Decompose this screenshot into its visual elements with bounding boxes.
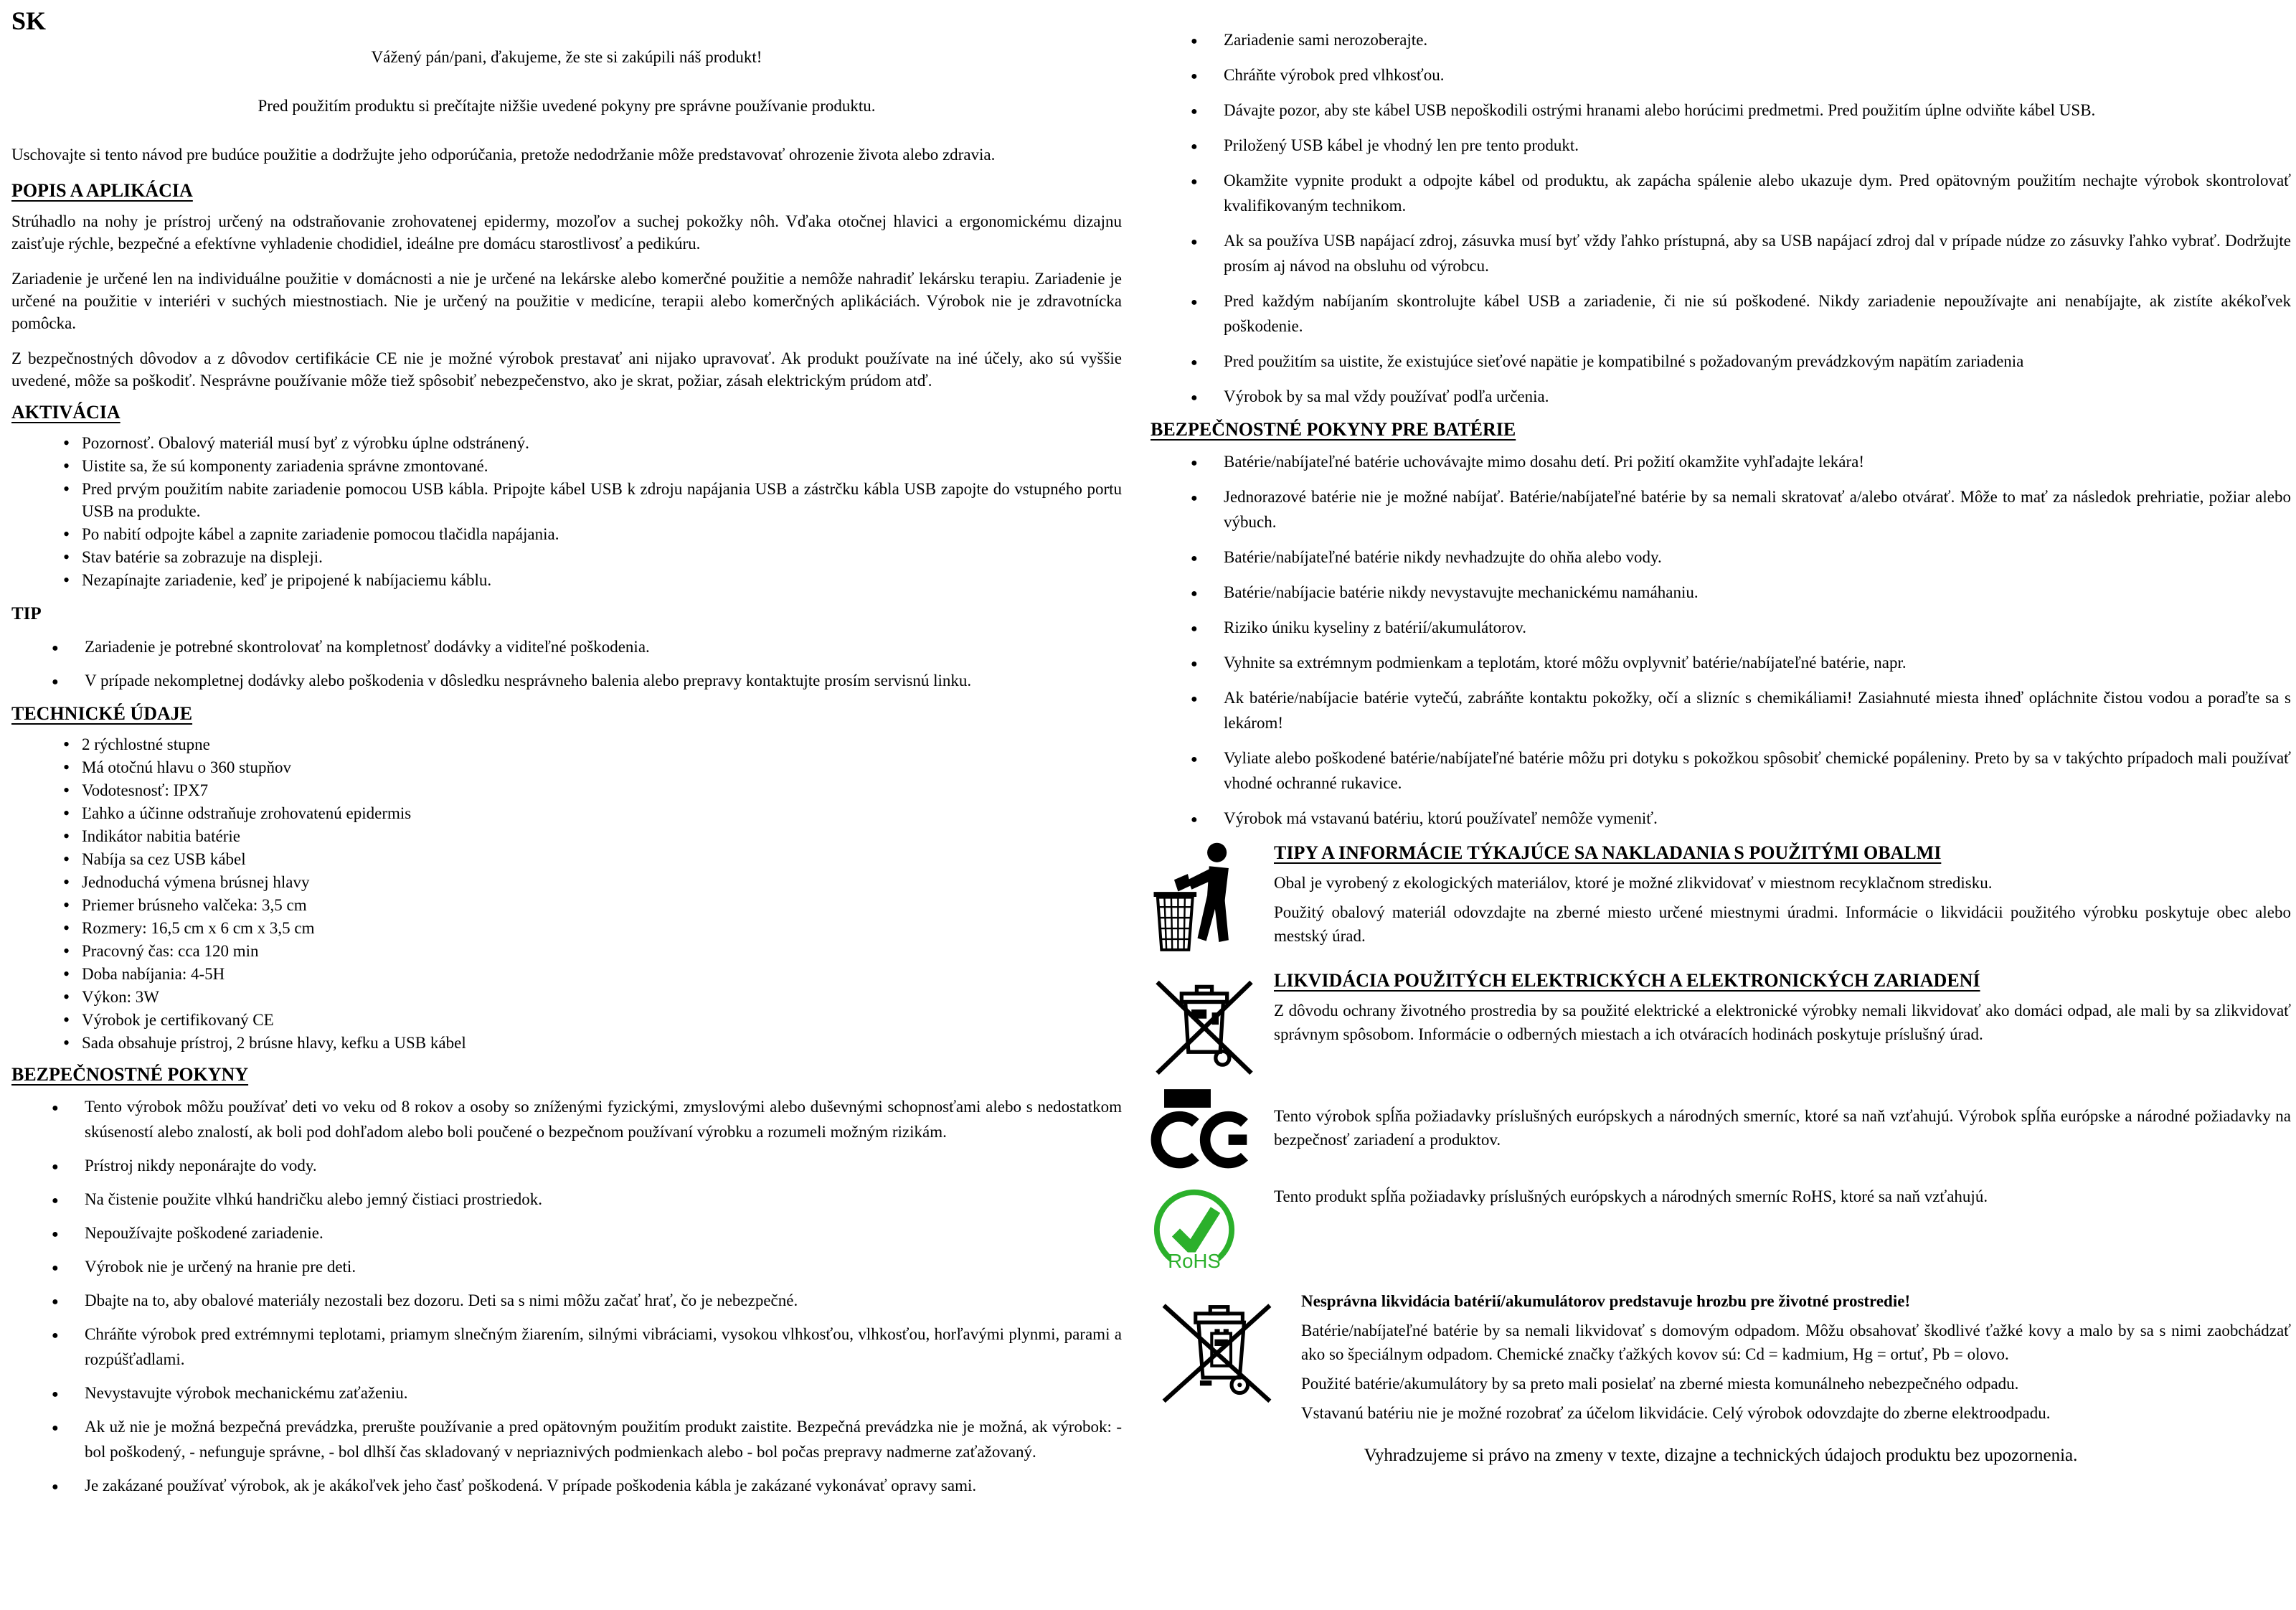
activation-list [11, 432, 1122, 591]
battery-disposal-block [1151, 1289, 2291, 1431]
list-item: • Priemer brúsneho valčeka: 3,5 cm [11, 894, 1122, 916]
list-item: ● Ak už nie je možná bezpečná prevádzka, prerušte používanie a pred opätovným použitím produkt zaistite. Bezpečná prevádzka nie je možná, ak výrobok: - bol poškodený, - nefunguje správne, - bol dlhší čas skladovaný v nepriaznivých podmienkach alebo - bol počas prepravy nadmerne zaťažovaný. [11, 1414, 1122, 1464]
list-item: ● Nepoužívajte poškodené zariadenie. [11, 1220, 1122, 1246]
weee-disposal-block [1151, 969, 2291, 1076]
weee-paragraph: Z dôvodu ochrany životného prostredia by sa použité elektrické a elektronické výrobky nemali likvidovať ako domáci odpad, ale mali by sa zlikvidovať správnym spôsobom. Informácie o odberných miestach a ich otváracích hodinách poskytuje príslušný úrad. [1274, 1002, 2291, 1043]
ce-mark-block [1151, 1089, 2291, 1172]
packaging-disposal-block [1151, 841, 2291, 956]
list-item: • Po nabití odpojte kábel a zapnite zariadenie pomocou tlačidla napájania. [11, 523, 1122, 545]
intro-greeting: Vážený pán/pani, ďakujeme, že ste si zakúpili náš produkt! [371, 48, 762, 66]
list-item: • 2 rýchlostné stupne [11, 733, 1122, 755]
description-paragraph: Zariadenie je určené len na individuálne použitie v domácnosti a nie je určené na lekárske alebo komerčné použitie a nemôže nahradiť lekársku terapiu. Zariadenie je určené na použitie v interiéri v suchých miestnostiach. Nie je určený na použitie v medicíne, terapii alebo komerčných aplikáciách. Výrobok nie je zdravotnícka pomôcka. [11, 270, 1122, 332]
list-item: • Výrobok je certifikovaný CE [11, 1009, 1122, 1031]
list-item: ● Ak sa používa USB napájací zdroj, zásuvka musí byť vždy ľahko prístupná, aby sa USB napájací zdroj dal v prípade núdze zo zásuvky ľahko vybrať. Dodržujte prosím aj návod na obsluhu od výrobcu. [1151, 228, 2291, 278]
packaging-paragraph: Obal je vyrobený z ekologických materiálov, ktoré je možné zlikvidovať v miestnom recyklačnom stredisku. [1274, 874, 1993, 892]
ce-mark-icon [1151, 1089, 1258, 1172]
list-item: • Uistite sa, že sú komponenty zariadenia správne zmontované. [11, 455, 1122, 477]
list-item: • Má otočnú hlavu o 360 stupňov [11, 756, 1122, 778]
battery-disposal-paragraph: Použité batérie/akumulátory by sa preto mali posielať na zberné miesta komunálneho nebezpečného odpadu. [1301, 1375, 2019, 1393]
list-item: ● Výrobok by sa mal vždy používať podľa určenia. [1151, 384, 2291, 409]
crossed-out-bin-icon [1151, 969, 1274, 1076]
section-title-technical-data: TECHNICKÉ ÚDAJE [11, 703, 193, 724]
section-title-packaging: TIPY A INFORMÁCIE TÝKAJÚCE SA NAKLADANIA S POUŽITÝMI OBALMI [1274, 842, 1942, 863]
list-item: ● Vyhnite sa extrémnym podmienkam a teplotám, ktoré môžu ovplyvniť batérie/nabíjateľné batérie, napr. [1151, 650, 2291, 675]
battery-disposal-paragraph: Batérie/nabíjateľné batérie by sa nemali likvidovať s domovým odpadom. Môžu obsahovať škodlivé ťažké kovy a malo by sa s nimi zaobchádzať ako so špeciálnym odpadom. Chemické značky ťažkých kovov sú: Cd = kadmium, Hg = ortuť, Pb = olovo. [1301, 1322, 2291, 1363]
battery-disposal-title: Nesprávna likvidácia batérií/akumulátorov predstavuje hrozbu pre životné prostredie! [1301, 1292, 1911, 1310]
battery-disposal-paragraph: Vstavanú batériu nie je možné rozobrať za účelom likvidácie. Celý výrobok odovzdajte do zberne elektroodpadu. [1301, 1404, 2051, 1422]
rights-reserved-note: Vyhradzujeme si právo na zmeny v texte, dizajne a technických údajoch produktu bez upozornenia. [1364, 1446, 2078, 1465]
list-item: ● Okamžite vypnite produkt a odpojte kábel od produktu, ak zapácha spálenie alebo ukazuje dym. Pred opätovným použitím nechajte výrobok skontrolovať kvalifikovaným technikom. [1151, 168, 2291, 218]
list-item: ● Batérie/nabíjateľné batérie uchovávajte mimo dosahu detí. Pri požití okamžite vyhľadajte lekára! [1151, 449, 2291, 474]
list-item: ● Je zakázané používať výrobok, ak je akákoľvek jeho časť poškodená. V prípade poškodenia kábla je zakázané vykonávať opravy sami. [11, 1473, 1122, 1498]
packaging-disposal-text [1274, 841, 2291, 956]
list-item: ● V prípade nekompletnej dodávky alebo poškodenia v dôsledku nesprávneho balenia alebo prepravy kontaktujte prosím servisnú linku. [11, 668, 1122, 693]
list-item: • Pozornosť. Obalový materiál musí byť z výrobku úplne odstránený. [11, 432, 1122, 454]
ce-mark-icon [1151, 1089, 1274, 1172]
tip-list [11, 634, 1122, 693]
ce-mark-text [1274, 1089, 2291, 1172]
crossed-out-bin-battery-icon [1151, 1289, 1283, 1404]
list-item: • Rozmery: 16,5 cm x 6 cm x 3,5 cm [11, 917, 1122, 939]
rohs-text [1274, 1185, 2291, 1276]
list-item: ● Zariadenie sami nerozoberajte. [1151, 27, 2291, 52]
list-item: ● Batérie/nabíjateľné batérie nikdy nevhadzujte do ohňa alebo vody. [1151, 545, 2291, 570]
description-paragraph: Z bezpečnostných dôvodov a z dôvodov certifikácie CE nie je možné výrobok prestavať ani nijako upravovať. Ak produkt používate na iné účely, ako sú vyššie uvedené, môže sa poškodiť. Nesprávne používanie môže tiež spôsobiť nebezpečenstvo, ako je skrat, požiar, zásah elektrickým prúdom atď. [11, 349, 1122, 390]
list-item: • Pracovný čas: cca 120 min [11, 940, 1122, 962]
list-item: • Vodotesnosť: IPX7 [11, 779, 1122, 801]
list-item: ● Pred každým nabíjaním skontrolujte kábel USB a zariadenie, či nie sú poškodené. Nikdy zariadenie nepoužívajte ani nenabíjajte, ak zistíte akékoľvek poškodenie. [1151, 288, 2291, 339]
list-item: • Nezapínajte zariadenie, keď je pripojené k nabíjaciemu káblu. [11, 569, 1122, 591]
ce-paragraph: Tento výrobok spĺňa požiadavky príslušných európskych a národných smerníc, ktoré sa naň vzťahujú. Výrobok spĺňa európske a národné požiadavky na bezpečnosť zariadení a produktov. [1274, 1106, 2291, 1149]
section-title-tip: TIP [11, 604, 42, 623]
list-item: ● Nevystavujte výrobok mechanickému zaťaženiu. [11, 1380, 1122, 1406]
intro-read-instructions: Pred použitím produktu si prečítajte nižšie uvedené pokyny pre správne používanie produktu. [258, 97, 876, 115]
list-item: ● Ak batérie/nabíjacie batérie vytečú, zabráňte kontaktu pokožky, očí a slizníc s chemikáliami! Zasiahnuté miesta ihneď opláchnite čistou vodou a poraďte sa s lekárom! [1151, 685, 2291, 735]
list-item: ● Výrobok má vstavanú batériu, ktorú používateľ nemôže vymeniť. [1151, 806, 2291, 831]
left-column [11, 6, 1122, 1610]
technical-data-list [11, 733, 1122, 1054]
language-code: SK [11, 6, 47, 35]
list-item: ● Priložený USB kábel je vhodný len pre tento produkt. [1151, 133, 2291, 158]
battery-safety-list [1151, 449, 2291, 831]
right-column [1151, 6, 2291, 1610]
list-item: • Indikátor nabitia batérie [11, 825, 1122, 847]
weee-disposal-text [1274, 969, 2291, 1076]
list-item: ● Na čistenie použite vlhkú handričku alebo jemný čistiaci prostriedok. [11, 1187, 1122, 1212]
list-item: ● Zariadenie je potrebné skontrolovať na kompletnosť dodávky a viditeľné poškodenia. [11, 634, 1122, 659]
list-item: • Doba nabíjania: 4-5H [11, 963, 1122, 985]
list-item: • Pred prvým použitím nabite zariadenie pomocou USB kábla. Pripojte kábel USB k zdroju napájania USB a zástrčku kábla USB zapojte do vstupného portu USB na produkte. [11, 478, 1122, 522]
list-item: • Jednoduchá výmena brúsnej hlavy [11, 871, 1122, 893]
section-title-description: POPIS A APLIKÁCIA [11, 180, 193, 201]
rohs-label: RoHS [1168, 1250, 1221, 1273]
list-item: ● Batérie/nabíjacie batérie nikdy nevystavujte mechanickému namáhaniu. [1151, 580, 2291, 605]
tidyman-icon [1151, 841, 1274, 956]
rohs-icon [1151, 1185, 1274, 1276]
description-paragraph: Strúhadlo na nohy je prístroj určený na odstraňovanie zrohovatenej epidermy, mozoľov a suchej pokožky nôh. Vďaka otočnej hlavici a ergonomickému dizajnu zaisťuje rýchle, bezpečné a efektívne vyhladenie chodidiel, ideálne pre domácu starostlivosť a pedikúru. [11, 212, 1122, 253]
list-item: ● Jednorazové batérie nie je možné nabíjať. Batérie/nabíjateľné batérie by sa nemali skratovať a/alebo otvárať. Môže to mať za následok prehriatie, požiar alebo výbuch. [1151, 484, 2291, 535]
rohs-icon [1151, 1185, 1238, 1276]
rohs-paragraph: Tento produkt spĺňa požiadavky príslušných európskych a národných smerníc RoHS, ktoré sa naň vzťahujú. [1274, 1187, 1988, 1205]
list-item: • Nabíja sa cez USB kábel [11, 848, 1122, 870]
list-item: • Výkon: 3W [11, 986, 1122, 1008]
list-item: • Sada obsahuje prístroj, 2 brúsne hlavy, kefku a USB kábel [11, 1032, 1122, 1054]
list-item: ● Chráňte výrobok pred vlhkosťou. [1151, 62, 2291, 88]
list-item: ● Pred použitím sa uistite, že existujúce sieťové napätie je kompatibilné s požadovaným prevádzkovým napätím zariadenia [1151, 349, 2291, 374]
section-title-battery-safety: BEZPEČNOSTNÉ POKYNY PRE BATÉRIE [1151, 419, 1516, 440]
battery-disposal-text [1301, 1289, 2291, 1431]
safety-list [11, 1094, 1122, 1498]
section-title-safety: BEZPEČNOSTNÉ POKYNY [11, 1064, 249, 1085]
tidyman-icon [1151, 841, 1258, 956]
list-item: ● Riziko úniku kyseliny z batérií/akumulátorov. [1151, 615, 2291, 640]
list-item: ● Dávajte pozor, aby ste kábel USB nepoškodili ostrými hranami alebo horúcimi predmetmi. Pred použitím úplne odviňte kábel USB. [1151, 98, 2291, 123]
rohs-block [1151, 1185, 2291, 1276]
list-item: ● Dbajte na to, aby obalové materiály nezostali bez dozoru. Deti sa s nimi môžu začať hrať, čo je nebezpečné. [11, 1288, 1122, 1313]
crossed-out-bin-icon [1151, 969, 1258, 1076]
list-item: ● Vyliate alebo poškodené batérie/nabíjateľné batérie môžu pri dotyku s pokožkou spôsobiť chemické popáleniny. Preto by sa v takýchto prípadoch mali používať vhodné ochranné rukavice. [1151, 745, 2291, 796]
section-title-activation: AKTIVÁCIA [11, 402, 121, 423]
packaging-paragraph: Použitý obalový materiál odovzdajte na zberné miesto určené miestnymi úradmi. Informácie o likvidácii použitého výrobku poskytuje obec alebo mestský úrad. [1274, 903, 2291, 945]
list-item: ● Výrobok nie je určený na hranie pre deti. [11, 1254, 1122, 1279]
list-item: ● Prístroj nikdy neponárajte do vody. [11, 1153, 1122, 1178]
intro-keep-manual: Uschovajte si tento návod pre budúce použitie a dodržujte jeho odporúčania, pretože nedodržanie môže predstavovať ohrozenie života alebo zdravia. [11, 146, 996, 164]
list-item: • Ľahko a účinne odstraňuje zrohovatenú epidermis [11, 802, 1122, 824]
list-item: ● Tento výrobok môžu používať deti vo veku od 8 rokov a osoby so zníženými fyzickými, zmyslovými alebo duševnými schopnosťami alebo s nedostatkom skúseností alebo znalostí, ak boli pod dohľadom alebo boli poučené o bezpečnom používaní výrobku a rozumeli možným rizikám. [11, 1094, 1122, 1144]
list-item: ● Chráňte výrobok pred extrémnymi teplotami, priamym slnečným žiarením, silnými vibráciami, vysokou vlhkosťou, vlhkosťou, horľavými plynmi, parami a rozpúšťadlami. [11, 1322, 1122, 1372]
section-title-weee: LIKVIDÁCIA POUŽITÝCH ELEKTRICKÝCH A ELEKTRONICKÝCH ZARIADENÍ [1274, 970, 1980, 991]
list-item: • Stav batérie sa zobrazuje na displeji. [11, 546, 1122, 568]
safety-list-continued [1151, 27, 2291, 409]
crossed-out-bin-battery-icon [1151, 1289, 1301, 1431]
